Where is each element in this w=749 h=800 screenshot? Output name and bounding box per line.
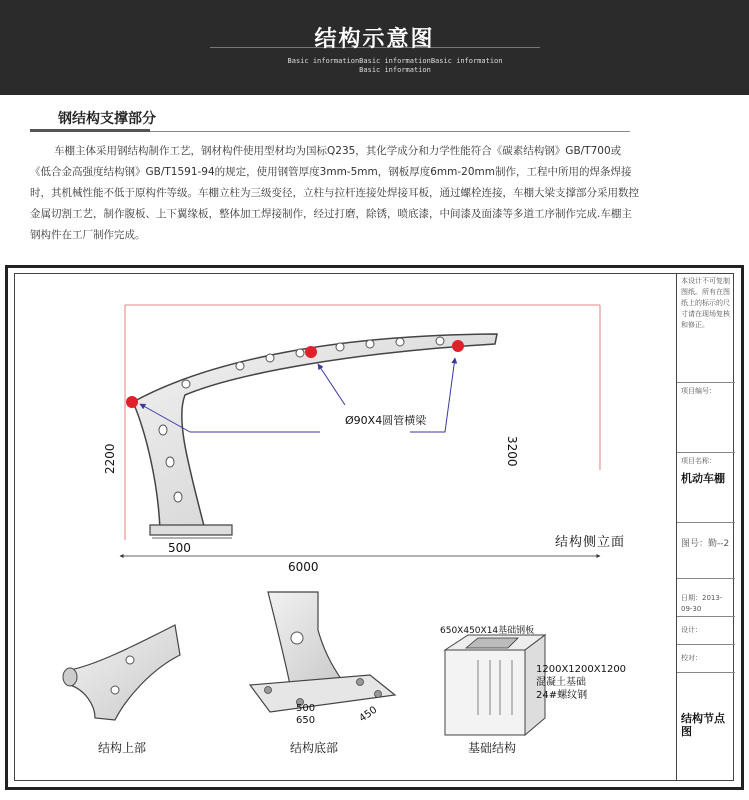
base-dim-500: 500 [296,703,316,714]
detail-foundation-label: 基础结构 [468,741,517,755]
base-dim-650: 650 [296,715,316,726]
sheet-title: 结构节点图 [681,712,725,738]
design-label: 设计： [681,626,702,634]
dim-lines [120,538,600,556]
foundation-line1: 1200X1200X1200 [536,664,627,675]
dim-span: 6000 [288,560,319,574]
foundation-line2: 混凝土基础 [536,677,586,688]
project-name: 机动车棚 [681,472,725,485]
section-title: 钢结构支撑部分 [58,111,156,127]
detail-top-label: 结构上部 [98,741,147,755]
plate-label: 650X450X14基础钢板 [440,626,535,636]
drawing-no: 图号：勤--2 [681,539,730,549]
date-text: 日期：2013-09-30 [681,594,723,613]
base-dim-450: 450 [357,704,380,725]
dim-height-right: 3200 [505,436,519,467]
project-name-label: 项目名称： [681,457,716,465]
check-label: 校对： [681,654,702,662]
detail-foundation [445,635,545,735]
detail-base-label: 结构底部 [290,741,339,755]
note-text: 本设计不可复制图纸。所有在图纸上的标示的尺寸请在现场复核和修正。 [681,277,730,329]
marker-point-left [126,396,138,408]
banner-subtitle-line1: Basic informationBasic informationBasic information [287,57,503,65]
banner-subtitle-line2: Basic information [359,66,431,74]
elevation-title: 结构侧立面 [555,535,626,550]
section-description: 车棚主体采用钢结构制作工艺，钢材构件使用型材均为国标Q235，其化学成分和力学性能符合《碳素结构钢》GB/T700或《低合金高强度结构钢》GB/T1591-94的规定，使用钢管厚度3mm-5mm，钢板厚度6mm-20mm制作，工程中所用的焊条焊接时，其机械性能不低于原构件等级。车棚立柱为三级变径，立柱与拉杆连接处焊接耳板，通过螺栓连接，车棚大梁支撑部分采用数控金属切割工艺，制作腹板、上下翼缘板，整体加工焊接制作，经过打磨，除锈，喷底漆，中间漆及面漆等多道工序制作完成.车棚主钢构件在工厂制作完成。 [30,145,639,241]
cantilever-structure [126,334,497,535]
dim-height-left: 2200 [103,443,117,474]
foundation-line3: 24#螺纹钢 [536,690,588,701]
beam-label: Ø90X4圆管横梁 [345,414,427,427]
marker-point-middle [305,346,317,358]
banner-title: 结构示意图 [314,27,435,52]
detail-base [250,592,395,712]
dim-base: 500 [168,541,191,555]
detail-top [63,625,180,720]
marker-point-right [452,340,464,352]
project-no-label: 项目编号： [681,387,716,395]
